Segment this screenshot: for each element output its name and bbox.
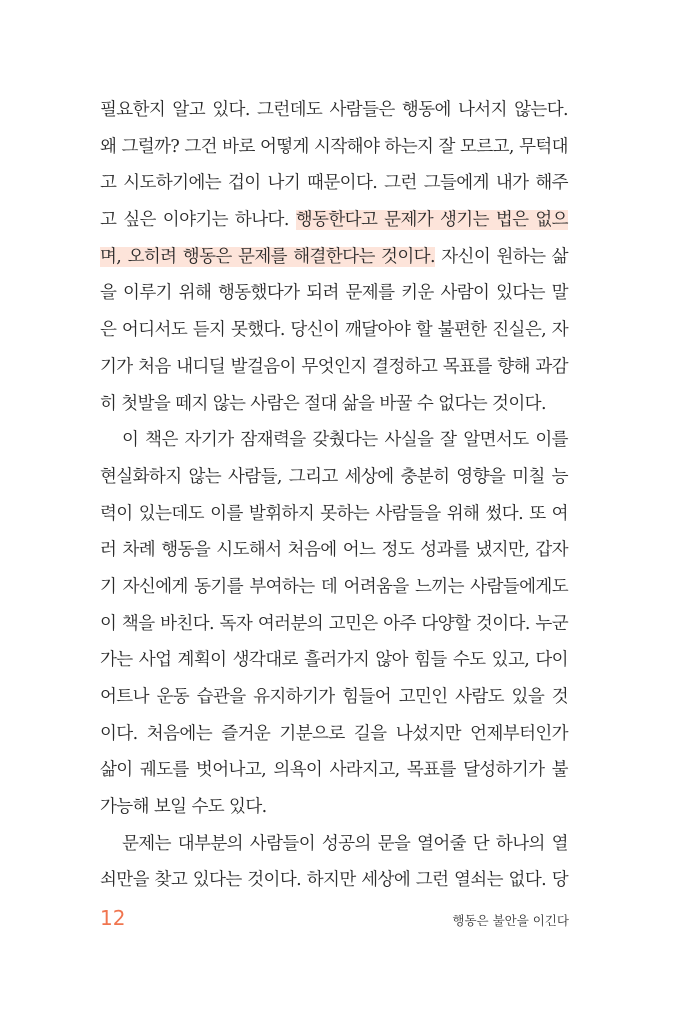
text-line [100,642,568,679]
text-span: 문제는 대부분의 사람들이 성공의 문을 열어줄 단 하나의 열 [122,833,568,854]
text-line [100,826,568,863]
text-line [100,129,568,166]
text-span: 삶이 궤도를 벗어나고, 의욕이 사라지고, 목표를 달성하기가 불 [100,760,568,781]
text-span: 을 이루기 위해 행동했다가 되려 문제를 키운 사람이 있다는 말 [100,283,568,304]
highlighted-text: 행동한다고 문제가 생기는 법은 없으 [295,210,568,231]
text-span: 력이 있는데도 이를 발휘하지 못하는 사람들을 위해 썼다. 또 여 [100,503,568,524]
text-span: 기가 처음 내디딜 발걸음이 무엇인지 결정하고 목표를 향해 과감 [100,356,568,377]
text-line [100,275,568,312]
text-line [100,349,568,386]
text-span: 어트나 운동 습관을 유지하기가 힘들어 고민인 사람도 있을 것 [100,687,568,707]
running-title: 행동은 불안을 이긴다 [452,913,569,928]
paragraph [100,92,568,422]
text-line [100,92,568,129]
text-span: 고 싶은 이야기는 하나다. [100,210,296,231]
text-span: 이 책을 바친다. 독자 여러분의 고민은 아주 다양할 것이다. 누군 [100,613,568,634]
text-span: 쇠만을 찾고 있다는 것이다. 하지만 세상에 그런 열쇠는 없다. 당 [100,870,568,891]
text-line [100,752,568,789]
text-line [100,532,568,569]
text-span: 왜 그럴까? 그건 바로 어떻게 시작해야 하는지 잘 모르고, 무턱대 [100,136,568,157]
text-line [100,422,568,459]
text-span: 고 시도하기에는 겁이 나기 때문이다. 그런 그들에게 내가 해주 [100,173,568,194]
text-line [100,862,568,899]
paragraph [100,826,568,899]
text-span: 가능해 보일 수도 있다. [100,797,267,818]
text-line [100,202,568,239]
text-span: 이 책은 자기가 잠재력을 갖췄다는 사실을 잘 알면서도 이를 [122,430,568,451]
text-span: 히 첫발을 떼지 않는 사람은 절대 삶을 바꿀 수 없다는 것이다. [100,393,546,414]
text-line [100,165,568,202]
text-line [100,569,568,606]
page-number: 12 [100,906,126,930]
text-line [100,239,568,276]
text-line [100,606,568,643]
text-line [100,679,568,716]
text-span: 가는 사업 계획이 생각대로 흘러가지 않아 힘들 수도 있고, 다이 [100,650,568,671]
text-line [100,496,568,533]
highlighted-text: 며, 오히려 행동은 문제를 해결한다는 것이다. [100,246,435,267]
text-line [100,459,568,496]
paragraph [100,422,568,826]
text-span: 은 어디서도 듣지 못했다. 당신이 깨달아야 할 불편한 진실은, 자 [100,320,568,341]
text-line [100,716,568,753]
body-text [100,92,568,899]
text-span: 기 자신에게 동기를 부여하는 데 어려움을 느끼는 사람들에게도 [100,576,568,597]
text-span: 필요한지 알고 있다. 그런데도 사람들은 행동에 나서지 않는다. [100,100,568,120]
text-span: 자신이 원하는 삶 [434,246,568,267]
text-span: 현실화하지 않는 사람들, 그리고 세상에 충분히 영향을 미칠 능 [100,466,568,487]
text-span: 이다. 처음에는 즐거운 기분으로 길을 나섰지만 언제부터인가 [100,723,568,744]
text-span: 러 차례 행동을 시도해서 처음에 어느 정도 성과를 냈지만, 갑자 [100,540,568,561]
text-line [100,312,568,349]
text-line [100,386,568,423]
text-line [100,789,568,826]
